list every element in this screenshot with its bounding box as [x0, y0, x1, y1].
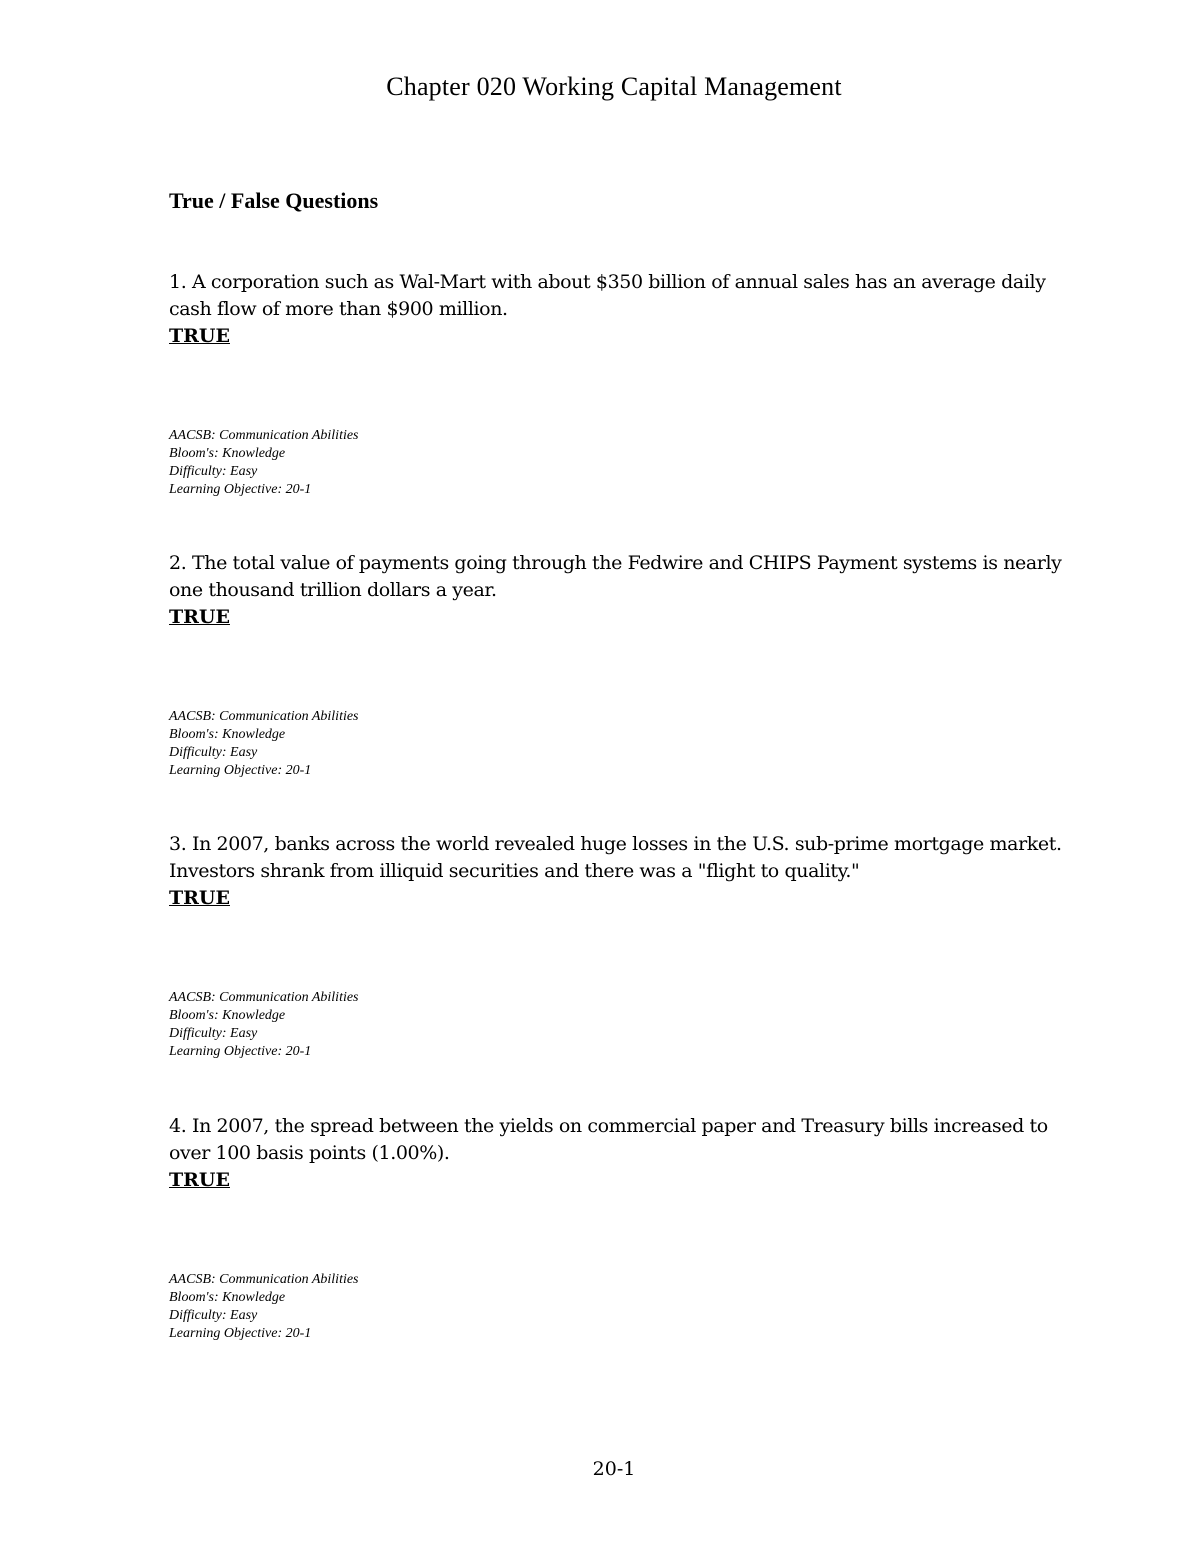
- section-heading: True / False Questions: [169, 188, 379, 213]
- question-text: 4. In 2007, the spread between the yields on commercial paper and Treasury bills increased to over 100 basis points (1.00%).: [169, 1115, 1048, 1164]
- difficulty-tag: Difficulty: Easy: [169, 1026, 258, 1041]
- question-metadata: [169, 427, 359, 499]
- question-text: 2. The total value of payments going through the Fedwire and CHIPS Payment systems is nearly one thousand trillion dollars a year.: [169, 552, 1062, 601]
- blooms-tag: Bloom's: Knowledge: [169, 1290, 286, 1305]
- answer-label: TRUE: [169, 887, 230, 909]
- learning-objective-tag: Learning Objective: 20-1: [169, 1326, 312, 1341]
- answer-label: TRUE: [169, 325, 230, 347]
- question-3: [169, 831, 1069, 1059]
- blooms-tag: Bloom's: Knowledge: [169, 727, 286, 742]
- answer-label: TRUE: [169, 1169, 230, 1191]
- aacsb-tag: AACSB: Communication Abilities: [169, 709, 359, 724]
- page-title: Chapter 020 Working Capital Management: [386, 72, 842, 101]
- aacsb-tag: AACSB: Communication Abilities: [169, 428, 359, 443]
- learning-objective-tag: Learning Objective: 20-1: [169, 482, 312, 497]
- question-1: [169, 269, 1069, 497]
- learning-objective-tag: Learning Objective: 20-1: [169, 1044, 312, 1059]
- question-metadata: [169, 1271, 359, 1343]
- question-4: [169, 1113, 1069, 1341]
- question-metadata: [169, 989, 359, 1061]
- question-metadata: [169, 708, 359, 780]
- question-text: 1. A corporation such as Wal-Mart with about $350 billion of annual sales has an average daily cash flow of more than $900 million.: [169, 271, 1046, 320]
- page-number: 20-1: [592, 1458, 636, 1480]
- question-2: [169, 550, 1069, 778]
- answer-label: TRUE: [169, 606, 230, 628]
- blooms-tag: Bloom's: Knowledge: [169, 1008, 286, 1023]
- question-text: 3. In 2007, banks across the world revealed huge losses in the U.S. sub-prime mortgage market. Investors shrank from illiquid securities and there was a "flight to quality.": [169, 833, 1062, 882]
- aacsb-tag: AACSB: Communication Abilities: [169, 1272, 359, 1287]
- learning-objective-tag: Learning Objective: 20-1: [169, 763, 312, 778]
- difficulty-tag: Difficulty: Easy: [169, 745, 258, 760]
- aacsb-tag: AACSB: Communication Abilities: [169, 990, 359, 1005]
- difficulty-tag: Difficulty: Easy: [169, 1308, 258, 1323]
- difficulty-tag: Difficulty: Easy: [169, 464, 258, 479]
- blooms-tag: Bloom's: Knowledge: [169, 446, 286, 461]
